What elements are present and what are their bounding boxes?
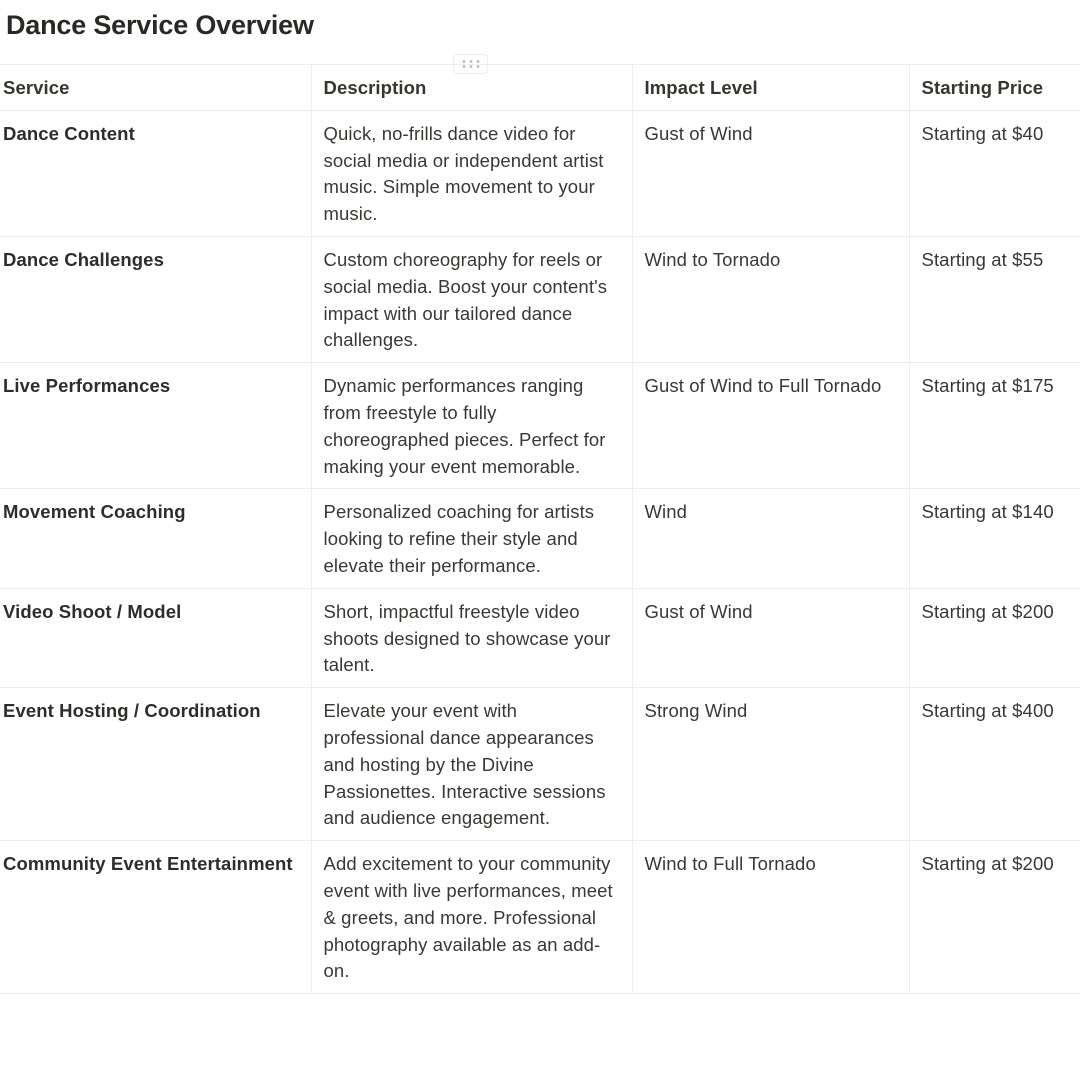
cell-service[interactable]: Community Event Entertainment: [0, 841, 311, 994]
cell-service[interactable]: Dance Content: [0, 110, 311, 236]
table-row: [0, 110, 1080, 236]
cell-impact-level[interactable]: Wind to Full Tornado: [632, 841, 909, 994]
table-header-row: [0, 65, 1080, 111]
cell-impact-level[interactable]: Wind to Tornado: [632, 236, 909, 362]
table-row: [0, 236, 1080, 362]
cell-service[interactable]: Dance Challenges: [0, 236, 311, 362]
cell-starting-price[interactable]: Starting at $140: [909, 489, 1080, 588]
cell-description[interactable]: Personalized coaching for artists looking to refine their style and elevate their performance.: [311, 489, 632, 588]
cell-service[interactable]: Live Performances: [0, 363, 311, 489]
cell-description[interactable]: Dynamic performances ranging from freestyle to fully choreographed pieces. Perfect for making your event memorable.: [311, 363, 632, 489]
header-impact-level[interactable]: Impact Level: [632, 65, 909, 111]
table-row: [0, 363, 1080, 489]
table-row: [0, 588, 1080, 687]
header-service[interactable]: Service: [0, 65, 311, 111]
table-row: [0, 688, 1080, 841]
cell-description[interactable]: Add excitement to your community event with live performances, meet & greets, and more. Professional photography available as an add-on.: [311, 841, 632, 994]
cell-impact-level[interactable]: Strong Wind: [632, 688, 909, 841]
cell-starting-price[interactable]: Starting at $400: [909, 688, 1080, 841]
cell-impact-level[interactable]: Wind: [632, 489, 909, 588]
page-title: Dance Service Overview: [6, 10, 314, 40]
cell-description[interactable]: Custom choreography for reels or social media. Boost your content's impact with our tailored dance challenges.: [311, 236, 632, 362]
cell-starting-price[interactable]: Starting at $200: [909, 841, 1080, 994]
table-row: [0, 841, 1080, 994]
cell-impact-level[interactable]: Gust of Wind to Full Tornado: [632, 363, 909, 489]
cell-starting-price[interactable]: Starting at $175: [909, 363, 1080, 489]
cell-starting-price[interactable]: Starting at $55: [909, 236, 1080, 362]
cell-description[interactable]: Elevate your event with professional dance appearances and hosting by the Divine Passionettes. Interactive sessions and audience engagement.: [311, 688, 632, 841]
service-table: [0, 64, 1080, 994]
cell-starting-price[interactable]: Starting at $40: [909, 110, 1080, 236]
cell-service[interactable]: Movement Coaching: [0, 489, 311, 588]
header-description[interactable]: Description: [311, 65, 632, 111]
service-table-container: [0, 64, 1080, 994]
table-row: [0, 489, 1080, 588]
cell-impact-level[interactable]: Gust of Wind: [632, 588, 909, 687]
cell-description[interactable]: Short, impactful freestyle video shoots designed to showcase your talent.: [311, 588, 632, 687]
cell-starting-price[interactable]: Starting at $200: [909, 588, 1080, 687]
cell-description[interactable]: Quick, no-frills dance video for social media or independent artist music. Simple movement to your music.: [311, 110, 632, 236]
cell-impact-level[interactable]: Gust of Wind: [632, 110, 909, 236]
cell-service[interactable]: Video Shoot / Model: [0, 588, 311, 687]
header-starting-price[interactable]: Starting Price: [909, 65, 1080, 111]
cell-service[interactable]: Event Hosting / Coordination: [0, 688, 311, 841]
